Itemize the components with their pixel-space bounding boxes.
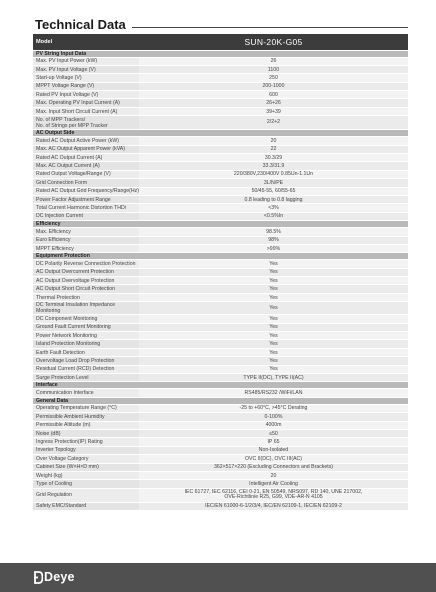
model-label: Model: [33, 34, 139, 50]
spec-row: [33, 65, 408, 73]
spec-label: Cabinet Size (W×H×D mm): [33, 463, 139, 471]
section-header-row: [33, 382, 408, 389]
spec-label: Rated Output Voltage/Range (V): [33, 170, 139, 178]
spec-value: Yes: [139, 348, 408, 356]
spec-value: 250: [139, 74, 408, 82]
spec-label: Safety EMC/Standard: [33, 502, 139, 510]
spec-value: 4000m: [139, 421, 408, 429]
spec-value: 600: [139, 91, 408, 99]
spec-row: [33, 471, 408, 479]
spec-label: AC Output Overcurrent Protection: [33, 268, 139, 276]
spec-row: [33, 421, 408, 429]
spec-value: RS485/RS232 /WiFi/LAN: [139, 389, 408, 397]
spec-label: Type of Cooling: [33, 480, 139, 488]
spec-row: [33, 502, 408, 510]
spec-label: Permissible Ambient Humidity: [33, 413, 139, 421]
spec-row: [33, 107, 408, 115]
spec-label: No. of MPP Trackers/ No. of Strings per MPP Tracker: [33, 116, 139, 130]
spec-row: [33, 154, 408, 162]
spec-row: [33, 315, 408, 323]
spec-row: [33, 429, 408, 437]
spec-row: [33, 285, 408, 293]
spec-value: Yes: [139, 285, 408, 293]
spec-row: [33, 455, 408, 463]
spec-value: Yes: [139, 293, 408, 301]
spec-label: Rated AC Output Current (A): [33, 154, 139, 162]
spec-value: Yes: [139, 302, 408, 315]
section-header-row: [33, 221, 408, 228]
title-rule: [132, 27, 408, 28]
spec-value: Yes: [139, 260, 408, 268]
spec-value: Yes: [139, 357, 408, 365]
spec-row: [33, 340, 408, 348]
spec-label: Power Factor Adjustment Range: [33, 195, 139, 203]
spec-label: Rated PV Input Voltage (V): [33, 91, 139, 99]
spec-row: [33, 446, 408, 454]
spec-label: Overvoltage Load Drop Protection: [33, 357, 139, 365]
spec-value: Yes: [139, 323, 408, 331]
spec-label: Ingress Protection(IP) Rating: [33, 438, 139, 446]
model-value: SUN-20K-G05: [139, 34, 408, 50]
spec-label: Surge Protection Level: [33, 374, 139, 382]
spec-value: 98%: [139, 236, 408, 244]
spec-row: [33, 260, 408, 268]
spec-value: IP 65: [139, 438, 408, 446]
spec-value: Yes: [139, 332, 408, 340]
spec-value: 3L/N/PE: [139, 179, 408, 187]
spec-label: Permissible Altitude (m): [33, 421, 139, 429]
spec-row: [33, 365, 408, 373]
spec-label: Power Network Monitoring: [33, 332, 139, 340]
spec-row: [33, 204, 408, 212]
spec-label: Island Protection Monitoring: [33, 340, 139, 348]
spec-label: Euro Efficiency: [33, 236, 139, 244]
spec-row: [33, 268, 408, 276]
spec-label: Grid Regulation: [33, 488, 139, 502]
spec-label: Max. PV Input Power (kW): [33, 57, 139, 65]
spec-value: 26: [139, 57, 408, 65]
spec-value: >99%: [139, 244, 408, 252]
spec-value: -25 to +60°C, >45°C Derating: [139, 404, 408, 412]
spec-value: 20: [139, 137, 408, 145]
spec-label: DC Polarity Reverse Connection Protection: [33, 260, 139, 268]
spec-label: Rated AC Output Active Power (kW): [33, 137, 139, 145]
spec-row: [33, 348, 408, 356]
spec-label: Inverter Topology: [33, 446, 139, 454]
spec-row: [33, 170, 408, 178]
spec-row: [33, 374, 408, 382]
spec-row: [33, 488, 408, 502]
spec-row: [33, 74, 408, 82]
spec-label: DC Component Monitoring: [33, 315, 139, 323]
spec-row: [33, 389, 408, 397]
spec-value: IEC/EN 61000-6-1/2/3/4, IEC/EN 62109-1, IEC/EN 62109-2: [139, 502, 408, 510]
spec-value: Intelligent Air Cooling: [139, 480, 408, 488]
spec-label: DC Terminal Insulation Impedance Monitoring: [33, 302, 139, 315]
spec-value: Yes: [139, 340, 408, 348]
spec-row: [33, 179, 408, 187]
section-title: General Data: [33, 397, 408, 404]
spec-value: 20: [139, 471, 408, 479]
spec-row: [33, 293, 408, 301]
spec-value: 0.8 leading to 0.8 lagging: [139, 195, 408, 203]
spec-table-body: [33, 34, 408, 511]
spec-row: [33, 480, 408, 488]
model-row: [33, 34, 408, 50]
page-title: Technical Data: [35, 16, 126, 32]
spec-row: [33, 277, 408, 285]
spec-label: Max. AC Output Apparent Power (kVA): [33, 145, 139, 153]
spec-label: Residual Current (RCD) Detection: [33, 365, 139, 373]
spec-value: 1100: [139, 65, 408, 73]
spec-label: Max. Efficiency: [33, 228, 139, 236]
spec-value: IEC 61727, IEC 62116, CEI 0-21, EN 50549, NRS097, RD 140, UNE 217002, OVE-Richtlinie R25, G99, VDE-AR-N 4105: [139, 488, 408, 502]
spec-value: Yes: [139, 365, 408, 373]
spec-label: Noise (dB): [33, 429, 139, 437]
footer-bar: [0, 563, 436, 592]
deye-logo-icon: [34, 571, 43, 584]
spec-label: Communication Interface: [33, 389, 139, 397]
section-header-row: [33, 253, 408, 260]
spec-value: 22: [139, 145, 408, 153]
spec-value: Non-Isolated: [139, 446, 408, 454]
spec-label: Thermal Protection: [33, 293, 139, 301]
spec-row: [33, 438, 408, 446]
spec-row: [33, 195, 408, 203]
spec-value: Yes: [139, 268, 408, 276]
spec-value: 30.3/29: [139, 154, 408, 162]
brand-name: Deye: [44, 570, 75, 584]
spec-label: MPPT Voltage Range (V): [33, 82, 139, 90]
spec-label: Max. Input Short Circuit Current (A): [33, 107, 139, 115]
spec-value: 98.5%: [139, 228, 408, 236]
section-title: Efficiency: [33, 221, 408, 228]
spec-label: Total Current Harmonic Distortion THDi: [33, 204, 139, 212]
spec-row: [33, 187, 408, 195]
spec-value: 2/2+2: [139, 116, 408, 130]
spec-value: 33.3/31.9: [139, 162, 408, 170]
spec-label: Max. PV Input Voltage (V): [33, 65, 139, 73]
spec-row: [33, 413, 408, 421]
spec-label: Ground Fault Current Monitoring: [33, 323, 139, 331]
spec-table: [33, 34, 408, 511]
section-header-row: [33, 130, 408, 137]
spec-row: [33, 57, 408, 65]
spec-row: [33, 228, 408, 236]
spec-value: 50/45-55, 60/55-65: [139, 187, 408, 195]
section-title: AC Output Side: [33, 130, 408, 137]
section-header-row: [33, 397, 408, 404]
spec-label: Earth Fault Detection: [33, 348, 139, 356]
page-header: [35, 14, 408, 34]
spec-row: [33, 302, 408, 315]
spec-row: [33, 137, 408, 145]
spec-row: [33, 323, 408, 331]
spec-row: [33, 116, 408, 130]
spec-value: ≤50: [139, 429, 408, 437]
spec-label: Over Voltage Category: [33, 455, 139, 463]
spec-label: Operating Temperature Range (°C): [33, 404, 139, 412]
spec-value: <3%: [139, 204, 408, 212]
spec-row: [33, 332, 408, 340]
spec-value: 220/380V,230/400V 0.85Un-1.1Un: [139, 170, 408, 178]
section-title: Interface: [33, 382, 408, 389]
spec-label: Max. Operating PV Input Current (A): [33, 99, 139, 107]
spec-row: [33, 244, 408, 252]
spec-label: DC Injection Current: [33, 212, 139, 220]
spec-label: Max. AC Output Current (A): [33, 162, 139, 170]
spec-label: Rated AC Output Grid Frequency/Range(Hz): [33, 187, 139, 195]
section-title: PV String Input Data: [33, 50, 408, 57]
spec-label: Start-up Voltage (V): [33, 74, 139, 82]
spec-row: [33, 145, 408, 153]
spec-label: MPPT Efficiency: [33, 244, 139, 252]
spec-row: [33, 357, 408, 365]
spec-value: 39+39: [139, 107, 408, 115]
spec-row: [33, 236, 408, 244]
spec-value: 362×517×220 (Excluding Connectors and Brackets): [139, 463, 408, 471]
spec-row: [33, 82, 408, 90]
spec-row: [33, 463, 408, 471]
spec-value: <0.5%In: [139, 212, 408, 220]
spec-value: 26+26: [139, 99, 408, 107]
spec-row: [33, 91, 408, 99]
spec-row: [33, 162, 408, 170]
brand-logo: [34, 570, 75, 584]
section-header-row: [33, 50, 408, 57]
section-title: Equipment Protection: [33, 253, 408, 260]
spec-row: [33, 404, 408, 412]
spec-row: [33, 212, 408, 220]
spec-value: Yes: [139, 277, 408, 285]
spec-label: AC Output Overvoltage Protection: [33, 277, 139, 285]
spec-row: [33, 99, 408, 107]
spec-value: 200-1000: [139, 82, 408, 90]
spec-label: Weight (kg): [33, 471, 139, 479]
spec-value: 0-100%: [139, 413, 408, 421]
spec-value: Yes: [139, 315, 408, 323]
spec-value: OVC II(DC), OVC III(AC): [139, 455, 408, 463]
spec-value: TYPE II(DC), TYPE II(AC): [139, 374, 408, 382]
spec-label: AC Output Short Circuit Protection: [33, 285, 139, 293]
spec-label: Grid Connection Form: [33, 179, 139, 187]
